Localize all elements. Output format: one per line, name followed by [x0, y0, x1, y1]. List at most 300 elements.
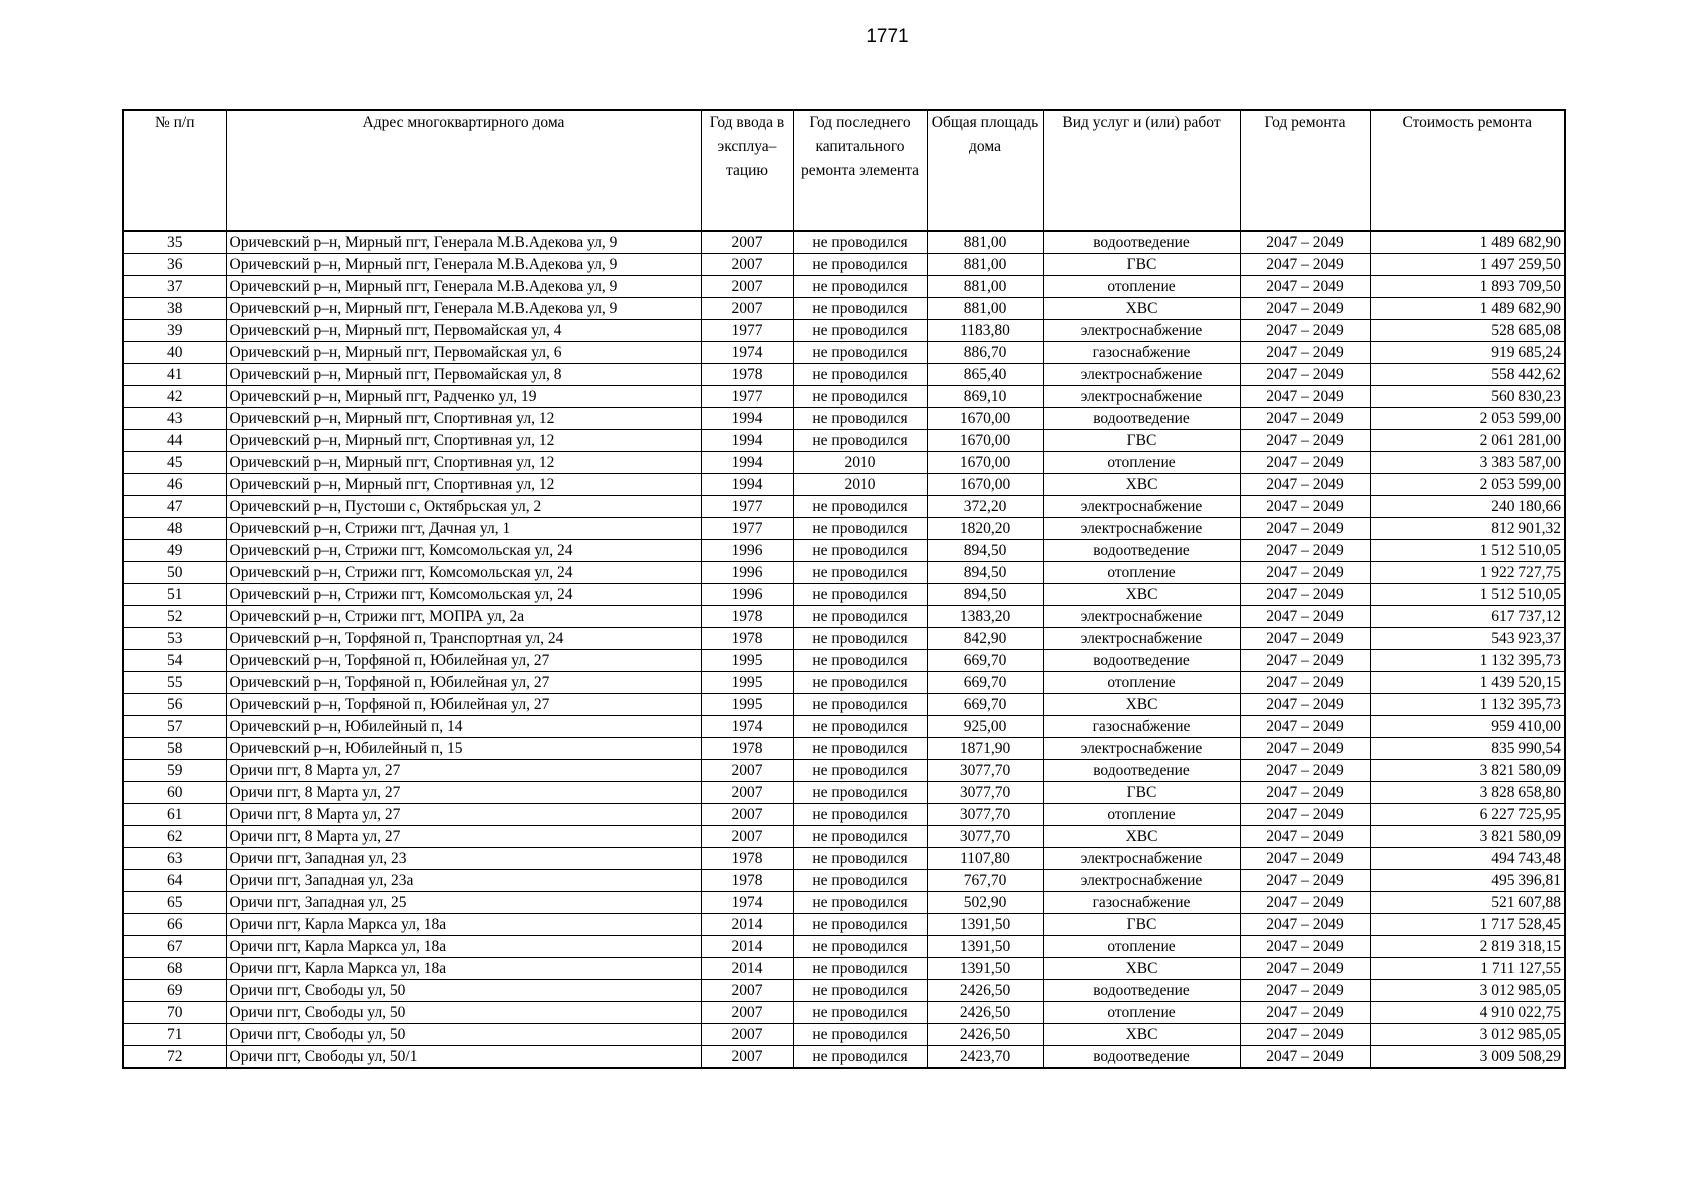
cell-total-area: 767,70: [927, 870, 1043, 892]
cell-total-area: 669,70: [927, 672, 1043, 694]
cell-service-type: водоотведение: [1043, 760, 1240, 782]
cell-address: Оричевский р–н, Мирный пгт, Спортивная ул, 12: [226, 474, 701, 496]
cell-address: Оричевский р–н, Стрижи пгт, Комсомольская ул, 24: [226, 584, 701, 606]
cell-service-type: газоснабжение: [1043, 716, 1240, 738]
cell-address: Оричевский р–н, Мирный пгт, Спортивная ул, 12: [226, 430, 701, 452]
cell-number: 49: [123, 540, 226, 562]
cell-address: Оричи пгт, Свободы ул, 50: [226, 980, 701, 1002]
cell-service-type: водоотведение: [1043, 980, 1240, 1002]
cell-repair-year: 2047 – 2049: [1240, 958, 1370, 980]
cell-total-area: 2426,50: [927, 1002, 1043, 1024]
table-row: [123, 738, 1565, 760]
cell-last-repair-year: не проводился: [793, 1046, 927, 1069]
cell-repair-year: 2047 – 2049: [1240, 518, 1370, 540]
cell-address: Оричи пгт, Карла Маркса ул, 18а: [226, 936, 701, 958]
cell-number: 37: [123, 276, 226, 298]
cell-year-commissioned: 2007: [701, 804, 793, 826]
cell-service-type: электроснабжение: [1043, 606, 1240, 628]
cell-number: 52: [123, 606, 226, 628]
cell-number: 46: [123, 474, 226, 496]
cell-service-type: водоотведение: [1043, 650, 1240, 672]
cell-year-commissioned: 1974: [701, 716, 793, 738]
cell-year-commissioned: 1977: [701, 496, 793, 518]
cell-last-repair-year: не проводился: [793, 518, 927, 540]
cell-address: Оричевский р–н, Мирный пгт, Спортивная ул, 12: [226, 452, 701, 474]
cell-last-repair-year: не проводился: [793, 848, 927, 870]
cell-last-repair-year: не проводился: [793, 672, 927, 694]
cell-year-commissioned: 1974: [701, 342, 793, 364]
table-row: [123, 980, 1565, 1002]
cell-repair-year: 2047 – 2049: [1240, 760, 1370, 782]
cell-service-type: ГВС: [1043, 430, 1240, 452]
cell-address: Оричевский р–н, Пустоши с, Октябрьская ул, 2: [226, 496, 701, 518]
cell-repair-cost: 919 685,24: [1370, 342, 1565, 364]
cell-number: 57: [123, 716, 226, 738]
cell-year-commissioned: 1978: [701, 848, 793, 870]
table-row: [123, 650, 1565, 672]
table-row: [123, 804, 1565, 826]
cell-address: Оричевский р–н, Стрижи пгт, МОПРА ул, 2а: [226, 606, 701, 628]
cell-last-repair-year: не проводился: [793, 826, 927, 848]
cell-address: Оричи пгт, Карла Маркса ул, 18а: [226, 914, 701, 936]
cell-total-area: 842,90: [927, 628, 1043, 650]
cell-address: Оричевский р–н, Мирный пгт, Генерала М.В.Адекова ул, 9: [226, 276, 701, 298]
table-row: [123, 1024, 1565, 1046]
cell-total-area: 372,20: [927, 496, 1043, 518]
table-row: [123, 694, 1565, 716]
cell-address: Оричевский р–н, Торфяной п, Юбилейная ул, 27: [226, 672, 701, 694]
cell-service-type: отопление: [1043, 562, 1240, 584]
cell-service-type: электроснабжение: [1043, 386, 1240, 408]
cell-total-area: 1670,00: [927, 408, 1043, 430]
cell-repair-year: 2047 – 2049: [1240, 804, 1370, 826]
cell-service-type: электроснабжение: [1043, 738, 1240, 760]
cell-number: 63: [123, 848, 226, 870]
cell-service-type: электроснабжение: [1043, 496, 1240, 518]
cell-year-commissioned: 1995: [701, 672, 793, 694]
cell-repair-cost: 2 819 318,15: [1370, 936, 1565, 958]
cell-number: 43: [123, 408, 226, 430]
cell-address: Оричевский р–н, Торфяной п, Юбилейная ул, 27: [226, 650, 701, 672]
cell-number: 69: [123, 980, 226, 1002]
table-row: [123, 958, 1565, 980]
table-row: [123, 231, 1565, 254]
cell-last-repair-year: не проводился: [793, 562, 927, 584]
cell-repair-cost: 560 830,23: [1370, 386, 1565, 408]
table-row: [123, 628, 1565, 650]
cell-number: 38: [123, 298, 226, 320]
cell-repair-year: 2047 – 2049: [1240, 386, 1370, 408]
cell-repair-year: 2047 – 2049: [1240, 496, 1370, 518]
cell-repair-cost: 6 227 725,95: [1370, 804, 1565, 826]
cell-year-commissioned: 1994: [701, 430, 793, 452]
cell-total-area: 881,00: [927, 231, 1043, 254]
table-row: [123, 782, 1565, 804]
cell-year-commissioned: 1996: [701, 562, 793, 584]
cell-repair-year: 2047 – 2049: [1240, 1024, 1370, 1046]
cell-address: Оричи пгт, 8 Марта ул, 27: [226, 760, 701, 782]
cell-address: Оричевский р–н, Торфяной п, Транспортная ул, 24: [226, 628, 701, 650]
table-header: [123, 110, 1565, 231]
cell-address: Оричевский р–н, Торфяной п, Юбилейная ул, 27: [226, 694, 701, 716]
cell-repair-cost: 2 053 599,00: [1370, 474, 1565, 496]
cell-total-area: 2423,70: [927, 1046, 1043, 1069]
cell-number: 64: [123, 870, 226, 892]
table-row: [123, 562, 1565, 584]
cell-total-area: 1670,00: [927, 474, 1043, 496]
cell-last-repair-year: не проводился: [793, 760, 927, 782]
cell-repair-cost: 1 132 395,73: [1370, 694, 1565, 716]
cell-total-area: 3077,70: [927, 760, 1043, 782]
cell-address: Оричевский р–н, Мирный пгт, Генерала М.В.Адекова ул, 9: [226, 231, 701, 254]
cell-last-repair-year: не проводился: [793, 231, 927, 254]
cell-service-type: газоснабжение: [1043, 892, 1240, 914]
cell-number: 61: [123, 804, 226, 826]
cell-total-area: 894,50: [927, 562, 1043, 584]
cell-number: 35: [123, 231, 226, 254]
cell-number: 65: [123, 892, 226, 914]
table-row: [123, 1046, 1565, 1069]
cell-repair-cost: 543 923,37: [1370, 628, 1565, 650]
cell-year-commissioned: 2007: [701, 760, 793, 782]
cell-year-commissioned: 1977: [701, 518, 793, 540]
cell-repair-cost: 3 012 985,05: [1370, 980, 1565, 1002]
cell-repair-year: 2047 – 2049: [1240, 650, 1370, 672]
cell-repair-cost: 3 821 580,09: [1370, 760, 1565, 782]
cell-last-repair-year: не проводился: [793, 980, 927, 1002]
cell-number: 71: [123, 1024, 226, 1046]
cell-address: Оричи пгт, Свободы ул, 50: [226, 1002, 701, 1024]
cell-repair-year: 2047 – 2049: [1240, 1002, 1370, 1024]
table-row: [123, 540, 1565, 562]
cell-repair-cost: 617 737,12: [1370, 606, 1565, 628]
cell-address: Оричевский р–н, Юбилейный п, 15: [226, 738, 701, 760]
cell-total-area: 881,00: [927, 254, 1043, 276]
cell-address: Оричевский р–н, Мирный пгт, Первомайская ул, 8: [226, 364, 701, 386]
cell-repair-year: 2047 – 2049: [1240, 672, 1370, 694]
cell-number: 60: [123, 782, 226, 804]
table-row: [123, 936, 1565, 958]
table-row: [123, 606, 1565, 628]
cell-repair-cost: 1 489 682,90: [1370, 231, 1565, 254]
table-row: [123, 342, 1565, 364]
cell-repair-cost: 558 442,62: [1370, 364, 1565, 386]
table-row: [123, 320, 1565, 342]
cell-address: Оричи пгт, Карла Маркса ул, 18а: [226, 958, 701, 980]
cell-year-commissioned: 2014: [701, 958, 793, 980]
cell-repair-cost: 2 061 281,00: [1370, 430, 1565, 452]
cell-last-repair-year: не проводился: [793, 1024, 927, 1046]
cell-service-type: отопление: [1043, 672, 1240, 694]
cell-last-repair-year: не проводился: [793, 650, 927, 672]
cell-total-area: 1383,20: [927, 606, 1043, 628]
table-row: [123, 518, 1565, 540]
cell-address: Оричевский р–н, Мирный пгт, Генерала М.В.Адекова ул, 9: [226, 254, 701, 276]
cell-repair-cost: 1 711 127,55: [1370, 958, 1565, 980]
table-row: [123, 760, 1565, 782]
cell-last-repair-year: не проводился: [793, 694, 927, 716]
cell-number: 51: [123, 584, 226, 606]
cell-repair-year: 2047 – 2049: [1240, 562, 1370, 584]
cell-service-type: водоотведение: [1043, 408, 1240, 430]
cell-year-commissioned: 1978: [701, 606, 793, 628]
cell-total-area: 1107,80: [927, 848, 1043, 870]
cell-year-commissioned: 1995: [701, 694, 793, 716]
cell-repair-cost: 959 410,00: [1370, 716, 1565, 738]
cell-year-commissioned: 1977: [701, 320, 793, 342]
cell-service-type: ГВС: [1043, 914, 1240, 936]
cell-last-repair-year: не проводился: [793, 276, 927, 298]
cell-year-commissioned: 2007: [701, 1024, 793, 1046]
cell-year-commissioned: 1995: [701, 650, 793, 672]
cell-repair-cost: 240 180,66: [1370, 496, 1565, 518]
cell-repair-cost: 1 439 520,15: [1370, 672, 1565, 694]
cell-address: Оричевский р–н, Мирный пгт, Спортивная ул, 12: [226, 408, 701, 430]
cell-repair-year: 2047 – 2049: [1240, 694, 1370, 716]
cell-total-area: 3077,70: [927, 826, 1043, 848]
cell-last-repair-year: 2010: [793, 452, 927, 474]
cell-number: 42: [123, 386, 226, 408]
cell-repair-year: 2047 – 2049: [1240, 716, 1370, 738]
cell-total-area: 1670,00: [927, 430, 1043, 452]
cell-repair-year: 2047 – 2049: [1240, 892, 1370, 914]
cell-repair-cost: 1 512 510,05: [1370, 540, 1565, 562]
cell-service-type: водоотведение: [1043, 231, 1240, 254]
cell-repair-year: 2047 – 2049: [1240, 936, 1370, 958]
cell-repair-cost: 2 053 599,00: [1370, 408, 1565, 430]
cell-repair-cost: 1 489 682,90: [1370, 298, 1565, 320]
cell-total-area: 1871,90: [927, 738, 1043, 760]
cell-total-area: 1391,50: [927, 936, 1043, 958]
cell-last-repair-year: не проводился: [793, 804, 927, 826]
table-row: [123, 1002, 1565, 1024]
header-address: Адрес многоквартирного дома: [226, 110, 701, 231]
table-row: [123, 870, 1565, 892]
cell-last-repair-year: не проводился: [793, 1002, 927, 1024]
cell-number: 56: [123, 694, 226, 716]
cell-repair-year: 2047 – 2049: [1240, 276, 1370, 298]
cell-total-area: 869,10: [927, 386, 1043, 408]
cell-total-area: 894,50: [927, 584, 1043, 606]
cell-last-repair-year: не проводился: [793, 716, 927, 738]
cell-year-commissioned: 1994: [701, 474, 793, 496]
cell-repair-year: 2047 – 2049: [1240, 298, 1370, 320]
table-row: [123, 474, 1565, 496]
header-total-area: Общая площадь дома: [927, 110, 1043, 231]
page-number: 1771: [866, 26, 909, 47]
cell-repair-year: 2047 – 2049: [1240, 320, 1370, 342]
cell-repair-year: 2047 – 2049: [1240, 782, 1370, 804]
cell-address: Оричи пгт, Свободы ул, 50/1: [226, 1046, 701, 1069]
cell-last-repair-year: не проводился: [793, 364, 927, 386]
cell-year-commissioned: 2007: [701, 1046, 793, 1069]
cell-total-area: 865,40: [927, 364, 1043, 386]
cell-repair-year: 2047 – 2049: [1240, 826, 1370, 848]
cell-total-area: 881,00: [927, 276, 1043, 298]
cell-total-area: 1820,20: [927, 518, 1043, 540]
cell-number: 58: [123, 738, 226, 760]
cell-number: 66: [123, 914, 226, 936]
cell-repair-year: 2047 – 2049: [1240, 1046, 1370, 1069]
header-row: [123, 110, 1565, 231]
cell-year-commissioned: 1978: [701, 870, 793, 892]
cell-number: 59: [123, 760, 226, 782]
cell-service-type: газоснабжение: [1043, 342, 1240, 364]
cell-total-area: 3077,70: [927, 804, 1043, 826]
cell-service-type: водоотведение: [1043, 1046, 1240, 1069]
cell-repair-cost: 835 990,54: [1370, 738, 1565, 760]
cell-number: 36: [123, 254, 226, 276]
cell-number: 67: [123, 936, 226, 958]
cell-repair-year: 2047 – 2049: [1240, 452, 1370, 474]
cell-last-repair-year: 2010: [793, 474, 927, 496]
cell-last-repair-year: не проводился: [793, 298, 927, 320]
cell-address: Оричевский р–н, Мирный пгт, Первомайская ул, 4: [226, 320, 701, 342]
cell-repair-year: 2047 – 2049: [1240, 430, 1370, 452]
table-row: [123, 914, 1565, 936]
cell-repair-year: 2047 – 2049: [1240, 584, 1370, 606]
cell-last-repair-year: не проводился: [793, 782, 927, 804]
cell-number: 39: [123, 320, 226, 342]
table-row: [123, 298, 1565, 320]
cell-total-area: 886,70: [927, 342, 1043, 364]
cell-number: 72: [123, 1046, 226, 1069]
cell-total-area: 2426,50: [927, 980, 1043, 1002]
cell-service-type: электроснабжение: [1043, 320, 1240, 342]
cell-total-area: 1391,50: [927, 914, 1043, 936]
cell-number: 68: [123, 958, 226, 980]
cell-year-commissioned: 1978: [701, 628, 793, 650]
cell-number: 41: [123, 364, 226, 386]
cell-service-type: электроснабжение: [1043, 628, 1240, 650]
cell-repair-cost: 3 009 508,29: [1370, 1046, 1565, 1069]
cell-repair-cost: 3 828 658,80: [1370, 782, 1565, 804]
cell-address: Оричевский р–н, Мирный пгт, Генерала М.В.Адекова ул, 9: [226, 298, 701, 320]
header-year-commissioned: Год ввода в эксплуа– тацию: [701, 110, 793, 231]
cell-address: Оричевский р–н, Стрижи пгт, Комсомольская ул, 24: [226, 540, 701, 562]
cell-repair-year: 2047 – 2049: [1240, 540, 1370, 562]
cell-year-commissioned: 2014: [701, 936, 793, 958]
cell-repair-cost: 494 743,48: [1370, 848, 1565, 870]
cell-repair-year: 2047 – 2049: [1240, 980, 1370, 1002]
cell-repair-year: 2047 – 2049: [1240, 606, 1370, 628]
cell-last-repair-year: не проводился: [793, 606, 927, 628]
cell-repair-cost: 3 012 985,05: [1370, 1024, 1565, 1046]
cell-repair-year: 2047 – 2049: [1240, 231, 1370, 254]
table-row: [123, 584, 1565, 606]
cell-total-area: 1183,80: [927, 320, 1043, 342]
cell-year-commissioned: 2007: [701, 782, 793, 804]
cell-service-type: ХВС: [1043, 1024, 1240, 1046]
cell-address: Оричевский р–н, Стрижи пгт, Комсомольская ул, 24: [226, 562, 701, 584]
cell-repair-cost: 528 685,08: [1370, 320, 1565, 342]
cell-service-type: электроснабжение: [1043, 848, 1240, 870]
cell-repair-cost: 812 901,32: [1370, 518, 1565, 540]
cell-last-repair-year: не проводился: [793, 870, 927, 892]
cell-year-commissioned: 2007: [701, 231, 793, 254]
cell-address: Оричи пгт, 8 Марта ул, 27: [226, 826, 701, 848]
cell-total-area: 925,00: [927, 716, 1043, 738]
cell-address: Оричи пгт, Западная ул, 25: [226, 892, 701, 914]
cell-repair-year: 2047 – 2049: [1240, 474, 1370, 496]
cell-year-commissioned: 1978: [701, 738, 793, 760]
cell-repair-cost: 3 383 587,00: [1370, 452, 1565, 474]
cell-number: 55: [123, 672, 226, 694]
cell-service-type: электроснабжение: [1043, 364, 1240, 386]
cell-number: 50: [123, 562, 226, 584]
cell-service-type: отопление: [1043, 936, 1240, 958]
cell-total-area: 1670,00: [927, 452, 1043, 474]
cell-service-type: ХВС: [1043, 826, 1240, 848]
cell-last-repair-year: не проводился: [793, 408, 927, 430]
cell-last-repair-year: не проводился: [793, 496, 927, 518]
cell-last-repair-year: не проводился: [793, 430, 927, 452]
cell-total-area: 669,70: [927, 650, 1043, 672]
cell-address: Оричевский р–н, Стрижи пгт, Дачная ул, 1: [226, 518, 701, 540]
table-row: [123, 826, 1565, 848]
cell-address: Оричи пгт, 8 Марта ул, 27: [226, 782, 701, 804]
header-number: № п/п: [123, 110, 226, 231]
cell-service-type: электроснабжение: [1043, 870, 1240, 892]
cell-repair-cost: 4 910 022,75: [1370, 1002, 1565, 1024]
cell-repair-year: 2047 – 2049: [1240, 914, 1370, 936]
table-body: [123, 231, 1565, 1068]
cell-year-commissioned: 2007: [701, 826, 793, 848]
table-row: [123, 496, 1565, 518]
cell-last-repair-year: не проводился: [793, 320, 927, 342]
cell-service-type: ГВС: [1043, 254, 1240, 276]
cell-last-repair-year: не проводился: [793, 386, 927, 408]
cell-last-repair-year: не проводился: [793, 892, 927, 914]
cell-service-type: отопление: [1043, 452, 1240, 474]
cell-number: 70: [123, 1002, 226, 1024]
cell-repair-cost: 3 821 580,09: [1370, 826, 1565, 848]
cell-repair-cost: 1 497 259,50: [1370, 254, 1565, 276]
cell-year-commissioned: 1977: [701, 386, 793, 408]
cell-service-type: ХВС: [1043, 958, 1240, 980]
cell-last-repair-year: не проводился: [793, 738, 927, 760]
cell-repair-cost: 1 132 395,73: [1370, 650, 1565, 672]
cell-last-repair-year: не проводился: [793, 584, 927, 606]
cell-year-commissioned: 1996: [701, 540, 793, 562]
table-row: [123, 276, 1565, 298]
cell-total-area: 669,70: [927, 694, 1043, 716]
cell-service-type: отопление: [1043, 276, 1240, 298]
cell-repair-year: 2047 – 2049: [1240, 628, 1370, 650]
cell-address: Оричевский р–н, Юбилейный п, 14: [226, 716, 701, 738]
cell-number: 53: [123, 628, 226, 650]
cell-last-repair-year: не проводился: [793, 628, 927, 650]
cell-service-type: ХВС: [1043, 694, 1240, 716]
cell-address: Оричи пгт, Свободы ул, 50: [226, 1024, 701, 1046]
table-row: [123, 386, 1565, 408]
cell-address: Оричи пгт, Западная ул, 23а: [226, 870, 701, 892]
cell-repair-cost: 1 922 727,75: [1370, 562, 1565, 584]
cell-total-area: 881,00: [927, 298, 1043, 320]
cell-address: Оричи пгт, Западная ул, 23: [226, 848, 701, 870]
cell-year-commissioned: 1974: [701, 892, 793, 914]
table-row: [123, 408, 1565, 430]
cell-total-area: 1391,50: [927, 958, 1043, 980]
header-repair-year: Год ремонта: [1240, 110, 1370, 231]
cell-repair-year: 2047 – 2049: [1240, 254, 1370, 276]
cell-total-area: 2426,50: [927, 1024, 1043, 1046]
repair-schedule-table: [122, 109, 1566, 1069]
cell-number: 47: [123, 496, 226, 518]
cell-number: 40: [123, 342, 226, 364]
cell-service-type: отопление: [1043, 804, 1240, 826]
cell-repair-cost: 1 717 528,45: [1370, 914, 1565, 936]
